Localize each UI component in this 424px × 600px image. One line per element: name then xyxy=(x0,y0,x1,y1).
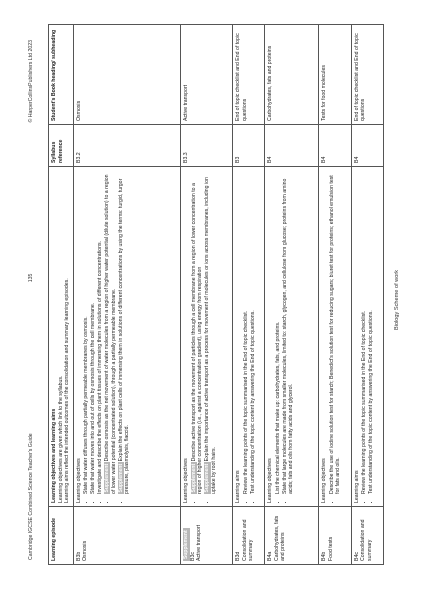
list-item xyxy=(204,170,217,494)
list-item-text: State that water moves into and out of cells by osmosis through the cell membrane. xyxy=(90,302,96,494)
book-heading-cell: End of topic checklist and End of topic questions xyxy=(233,25,265,125)
list-item xyxy=(83,170,90,494)
episode-title: Food tests xyxy=(327,536,334,561)
objectives-list xyxy=(275,170,295,503)
objectives-cell xyxy=(351,167,383,507)
section-label: Learning objectives xyxy=(321,458,328,503)
book-heading-cell: Carbohydrates, fats and proteins xyxy=(265,25,319,125)
list-item-text: Review the learning points of the topic summarised in the End of topic checklist. xyxy=(361,310,368,494)
book-heading-cell: Osmosis xyxy=(73,25,181,125)
syllabus-ref-cell: B3.3 xyxy=(181,125,233,167)
episode-title: Active transport xyxy=(196,524,203,561)
objectives-cell xyxy=(181,167,233,507)
list-item-text: Investigate and describe the effects on plant tissues of immersing them in solutions of different concentrations. xyxy=(97,241,103,494)
list-item xyxy=(104,170,117,494)
objectives-list xyxy=(329,170,342,503)
list-item-text: Test understanding of the topic content by answering the End of topic questions. xyxy=(368,310,375,494)
objectives-cell xyxy=(73,167,181,507)
episode-code: B4c xyxy=(353,552,360,561)
list-item-text: List the chemical elements that make up: carbohydrates, fats, and proteins. xyxy=(274,321,281,494)
syllabus-ref-cell: B3.2 xyxy=(73,125,181,167)
episode-cell xyxy=(351,507,383,565)
header-syllabus: Syllabus reference xyxy=(49,125,74,167)
list-item-text: Explain the importance of active transport as a process for movement of molecules or ions across membranes, including ion uptake by root hairs. xyxy=(204,177,217,494)
list-item-text: State that large molecules are made from smaller molecules, limited to: starch, glycogen, and cellulose from glucose; proteins from amino acids; fats and oils from fatty acids and glycerol. xyxy=(281,178,295,494)
episode-code: B3c xyxy=(189,552,196,561)
header-book: Student's Book heading/ subheading xyxy=(49,25,74,125)
list-item-text: Describe osmosis as the net movement of water molecules from a region of higher water potential (dilute solution) to a region of lower water potential (concentrated solution), through a partially permeable membrane. xyxy=(104,174,117,494)
list-item-text: Explain the effects on plant cells of immersing them in solutions of different concentrations by using the terms: turgid, turgor pressure, plasmolysis, flaccid. xyxy=(117,178,130,494)
header-objectives xyxy=(49,167,74,507)
section-label: Learning objectives xyxy=(183,458,190,503)
supplement-tag: Supplement xyxy=(190,463,197,493)
episode-cell xyxy=(233,507,265,565)
header-objectives-note2: Learning aims reflect the intended outcomes of the consolidation and summary learning episodes. xyxy=(64,278,70,503)
episode-code: B4b xyxy=(321,551,328,561)
footer-copyright: © HarperCollinsPublishers Ltd 2023 xyxy=(28,40,34,123)
list-item xyxy=(118,170,131,494)
syllabus-ref-cell: B3 xyxy=(233,125,265,167)
episode-code: B3d xyxy=(235,551,242,561)
list-item xyxy=(191,170,204,494)
episode-cell xyxy=(181,507,233,565)
list-item-text: Test understanding of the topic content by answering the End of topic questions. xyxy=(249,310,256,494)
table-row xyxy=(73,25,181,565)
list-item xyxy=(282,170,295,494)
objectives-list xyxy=(243,170,257,503)
table-row xyxy=(265,25,319,565)
list-item-text: Describe the use of iodine solution test for starch; Benedict's solution test for reducing sugars; biuret test for proteins; ethanol emulsion test for fats and oils. xyxy=(328,175,342,494)
list-item xyxy=(250,170,257,494)
episode-cell xyxy=(319,507,351,565)
scheme-of-work-table xyxy=(48,24,384,565)
objectives-cell xyxy=(319,167,351,507)
episode-title: Osmosis xyxy=(82,540,88,561)
list-item xyxy=(90,170,97,494)
book-heading-cell: Active transport xyxy=(181,25,233,125)
list-item xyxy=(361,170,368,494)
table-row xyxy=(181,25,233,565)
list-item-text: Describe active transport as the movement of particles through a cell membrane from a region of lower concentration to a region of higher concentration (i.e., against a concentration gradient), using energy from respiration xyxy=(190,183,204,494)
syllabus-ref-cell: B4 xyxy=(351,125,383,167)
table-row xyxy=(233,25,265,565)
episode-title: Consolidation and summary xyxy=(241,519,255,561)
footer-page-number: 135 xyxy=(28,273,34,283)
running-head: Biology Scheme of work xyxy=(394,270,400,331)
table-header-row xyxy=(49,25,74,565)
section-label: Learning aims xyxy=(235,470,242,503)
episode-code: B4a xyxy=(267,551,274,561)
objectives-cell xyxy=(265,167,319,507)
list-item xyxy=(329,170,342,494)
episode-cell xyxy=(73,507,181,565)
objectives-list xyxy=(83,170,131,503)
page-footer xyxy=(28,40,34,560)
list-item xyxy=(97,170,104,494)
footer-left: Cambridge IGCSE Combined Science Teacher's Guide xyxy=(28,433,34,560)
table-row xyxy=(319,25,351,565)
header-episode: Learning episode xyxy=(49,507,74,565)
list-item-text: State that water diffuses through partially permeable membranes by osmosis. xyxy=(83,316,89,494)
book-heading-cell: End of topic checklist and End of topic questions xyxy=(351,25,383,125)
list-item xyxy=(368,170,375,494)
supplement-tag: Supplement xyxy=(117,463,124,493)
header-objectives-title: Learning objectives and learning aims xyxy=(51,408,57,503)
list-item xyxy=(243,170,250,494)
episode-title: Carbohydrates, fats and proteins xyxy=(273,515,287,561)
header-objectives-note1: Learning objectives are given which link to the syllabus. xyxy=(57,375,64,503)
section-label: Learning aims xyxy=(353,470,360,503)
book-heading-cell: Tests for food molecules xyxy=(319,25,351,125)
supplement-tag: Supplement xyxy=(204,463,211,493)
episode-cell xyxy=(265,507,319,565)
objectives-cell xyxy=(233,167,265,507)
list-item xyxy=(275,170,282,494)
syllabus-ref-cell: B4 xyxy=(319,125,351,167)
section-label: Learning objectives xyxy=(75,458,82,503)
list-item-text: Review the learning points of the topic summarised in the End of topic checklist. xyxy=(242,310,249,494)
table-row xyxy=(351,25,383,565)
supplement-tag: Supplement xyxy=(104,463,110,493)
episode-title: Consolidation and summary xyxy=(360,519,373,561)
objectives-list xyxy=(361,170,375,503)
section-label: Learning objectives xyxy=(267,458,274,503)
objectives-list xyxy=(191,170,218,503)
supplement-tag: Supplement xyxy=(183,530,190,559)
syllabus-ref-cell: B4 xyxy=(265,125,319,167)
episode-code: B3b xyxy=(75,551,82,561)
